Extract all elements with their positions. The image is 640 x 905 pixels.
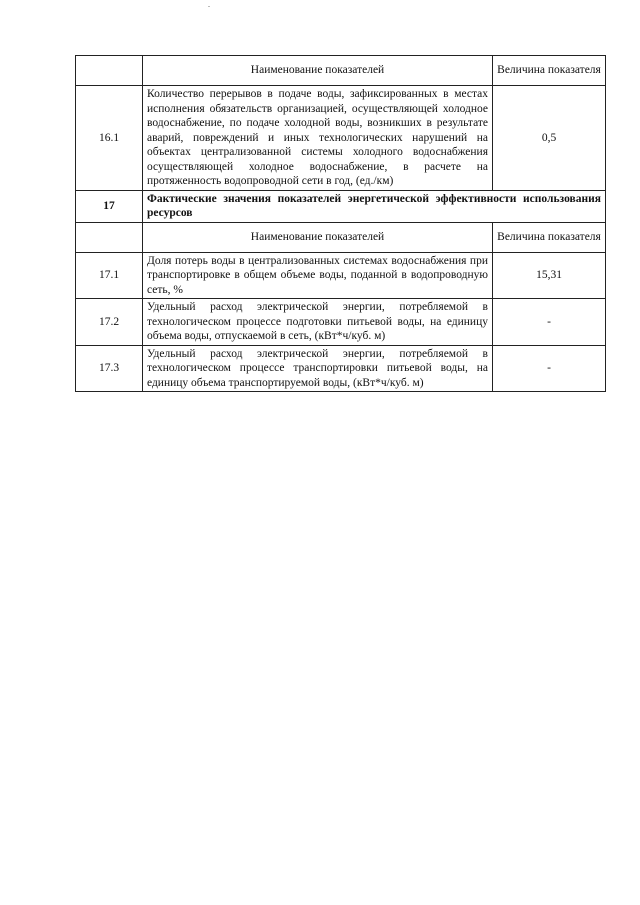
section-number: 17: [76, 190, 143, 222]
table-row: [76, 86, 606, 191]
row-number: 16.1: [76, 86, 143, 191]
row-number: 17.3: [76, 345, 143, 392]
scan-speck: [208, 6, 210, 7]
header-name-cell: Наименование показателей: [143, 56, 493, 86]
row-value: -: [493, 299, 606, 346]
row-indicator-text: Доля потерь воды в централизованных системах водоснабжения при транспортировке в общем объеме воды, поданной в водопроводную сеть, %: [143, 252, 493, 299]
table-row: [76, 299, 606, 346]
section-row: [76, 190, 606, 222]
row-number: 17.2: [76, 299, 143, 346]
header-value-cell: Величина показателя: [493, 222, 606, 252]
table-row: [76, 345, 606, 392]
row-indicator-text: Удельный расход электрической энергии, потребляемой в технологическом процессе транспортировки питьевой воды, на единицу объема транспортируемой воды, (кВт*ч/куб. м): [143, 345, 493, 392]
row-indicator-text: Удельный расход электрической энергии, потребляемой в технологическом процессе подготовки питьевой воды, на единицу объема воды, отпускаемой в сеть, (кВт*ч/куб. м): [143, 299, 493, 346]
row-value: 0,5: [493, 86, 606, 191]
header-name-cell: Наименование показателей: [143, 222, 493, 252]
table-header-row: [76, 56, 606, 86]
table-header-row: [76, 222, 606, 252]
header-num-cell: [76, 56, 143, 86]
table-row: [76, 252, 606, 299]
header-num-cell: [76, 222, 143, 252]
section-title: Фактические значения показателей энергетической эффективности использования ресурсов: [143, 190, 606, 222]
row-value: -: [493, 345, 606, 392]
row-value: 15,31: [493, 252, 606, 299]
row-number: 17.1: [76, 252, 143, 299]
header-value-cell: Величина показателя: [493, 56, 606, 86]
row-indicator-text: Количество перерывов в подаче воды, зафиксированных в местах исполнения обязательств организацией, осуществляющей холодное водоснабжение, по подаче холодной воды, возникших в результате аварий, повреждений и иных технологических нарушений на объектах централизованной системы холодного водоснабжения осуществляющей холодное водоснабжение, в расчете на протяженность водопроводной сети в год, (ед./км): [143, 86, 493, 191]
indicators-table: [75, 55, 606, 392]
